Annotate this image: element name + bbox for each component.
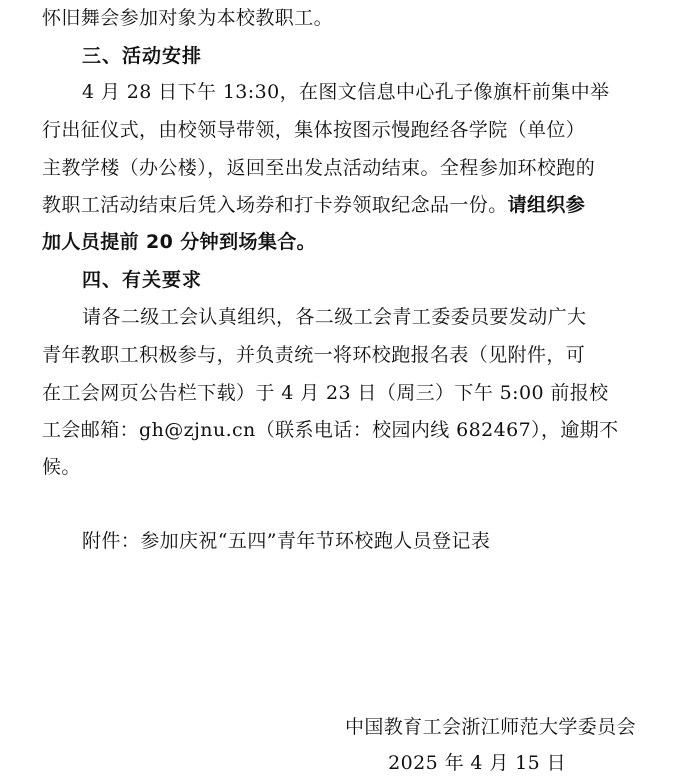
section-3-heading: 三、活动安排 [82, 45, 203, 67]
section-3-emphasis-end: 加人员提前 20 分钟到场集合。 [42, 231, 317, 253]
intro-tail-text: 怀旧舞会参加对象为本校教职工。 [42, 7, 334, 29]
section-3-line-2: 行出征仪式，由校领导带领，集体按图示慢跑经各学院（单位） [42, 119, 586, 141]
section-4-line-5: 候。 [42, 456, 81, 478]
signature-date: 2025 年 4 月 15 日 [388, 752, 566, 774]
attachment-note: 附件：参加庆祝“五四”青年节环校跑人员登记表 [82, 530, 491, 552]
section-3-line-4-normal: 教职工活动结束后凭入场券和打卡券领取纪念品一份。 [42, 194, 508, 216]
section-3-line-1: 4 月 28 日下午 13:30，在图文信息中心孔子像旗杆前集中举 [82, 81, 610, 103]
section-4-line-4: 工会邮箱：gh@zjnu.cn（联系电话：校园内线 682467），逾期不 [42, 419, 619, 441]
section-4-line-2: 青年教职工积极参与，并负责统一将环校跑报名表（见附件，可 [42, 344, 586, 366]
section-3-line-4 [42, 193, 642, 217]
section-4-line-1: 请各二级工会认真组织，各二级工会青工委委员要发动广大 [82, 306, 587, 328]
section-3-emphasis-start: 请组织参 [507, 194, 586, 216]
signature-organization: 中国教育工会浙江师范大学委员会 [344, 716, 636, 738]
section-4-line-3: 在工会网页公告栏下载）于 4 月 23 日（周三）下午 5:00 前报校 [42, 382, 609, 404]
section-4-heading: 四、有关要求 [82, 269, 203, 291]
section-3-line-3: 主教学楼（办公楼），返回至出发点活动结束。全程参加环校跑的 [42, 157, 596, 179]
